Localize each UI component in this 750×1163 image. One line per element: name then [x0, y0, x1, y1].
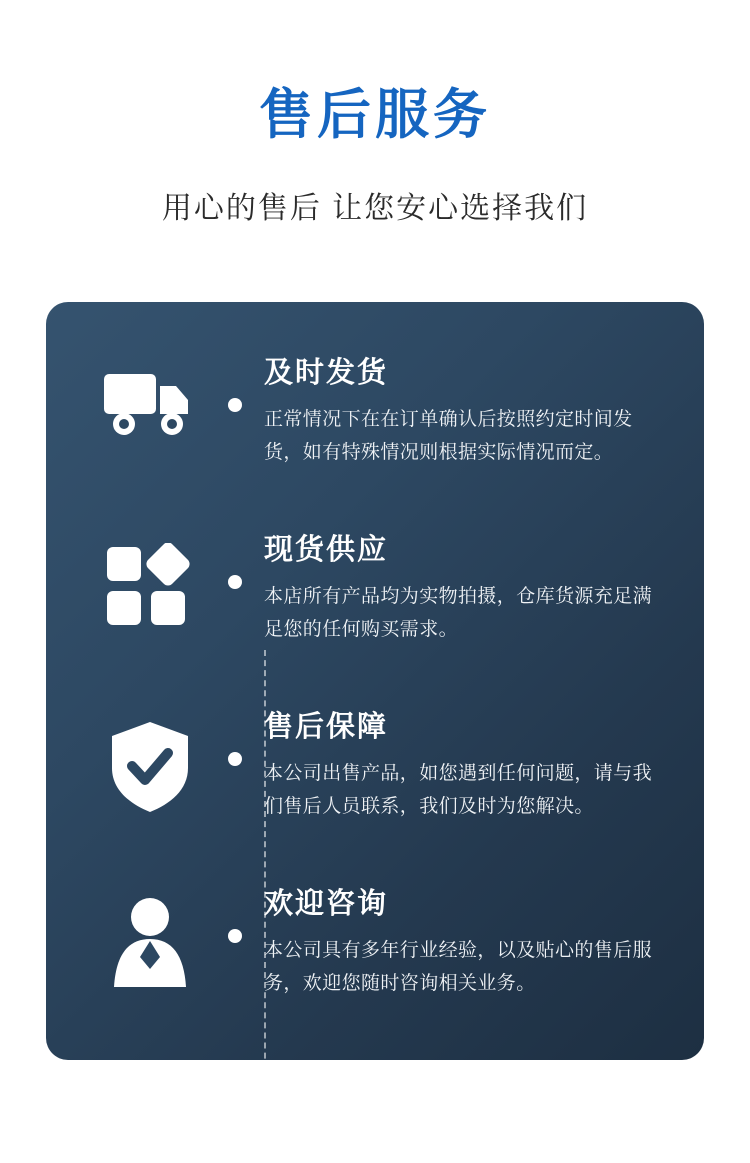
list-item-desc: 本店所有产品均为实物拍摄，仓库货源充足满足您的任何购买需求。	[264, 585, 653, 641]
timeline-dot	[228, 398, 242, 412]
shield-check-icon	[86, 708, 214, 814]
list-item	[86, 708, 664, 843]
list-item-desc: 本公司出售产品，如您遇到任何问题，请与我们售后人员联系，我们及时为您解决。	[264, 762, 653, 818]
list-item	[86, 531, 664, 666]
list-item-text	[264, 708, 664, 823]
service-card	[46, 302, 704, 1060]
list-item-title: 售后保障	[264, 711, 389, 743]
service-list	[86, 354, 664, 1020]
page-header	[0, 0, 750, 227]
blocks-icon	[86, 531, 214, 629]
timeline-dot	[228, 752, 242, 766]
page-subtitle: 用心的售后 让您安心选择我们	[161, 192, 589, 226]
timeline-dot	[228, 575, 242, 589]
list-item-title: 欢迎咨询	[264, 888, 389, 920]
list-item-desc: 本公司具有多年行业经验，以及贴心的售后服务，欢迎您随时咨询相关业务。	[264, 939, 653, 995]
list-item-text	[264, 885, 664, 1000]
list-item-desc: 正常情况下在在订单确认后按照约定时间发货，如有特殊情况则根据实际情况而定。	[264, 408, 633, 464]
page-title: 售后服务	[259, 85, 491, 145]
list-item-text	[264, 354, 664, 469]
list-item	[86, 885, 664, 1020]
list-item-title: 及时发货	[264, 357, 389, 389]
timeline-dot	[228, 929, 242, 943]
list-item-text	[264, 531, 664, 646]
list-item-title: 现货供应	[264, 534, 389, 566]
truck-icon	[86, 354, 214, 440]
person-icon	[86, 885, 214, 989]
list-item	[86, 354, 664, 489]
